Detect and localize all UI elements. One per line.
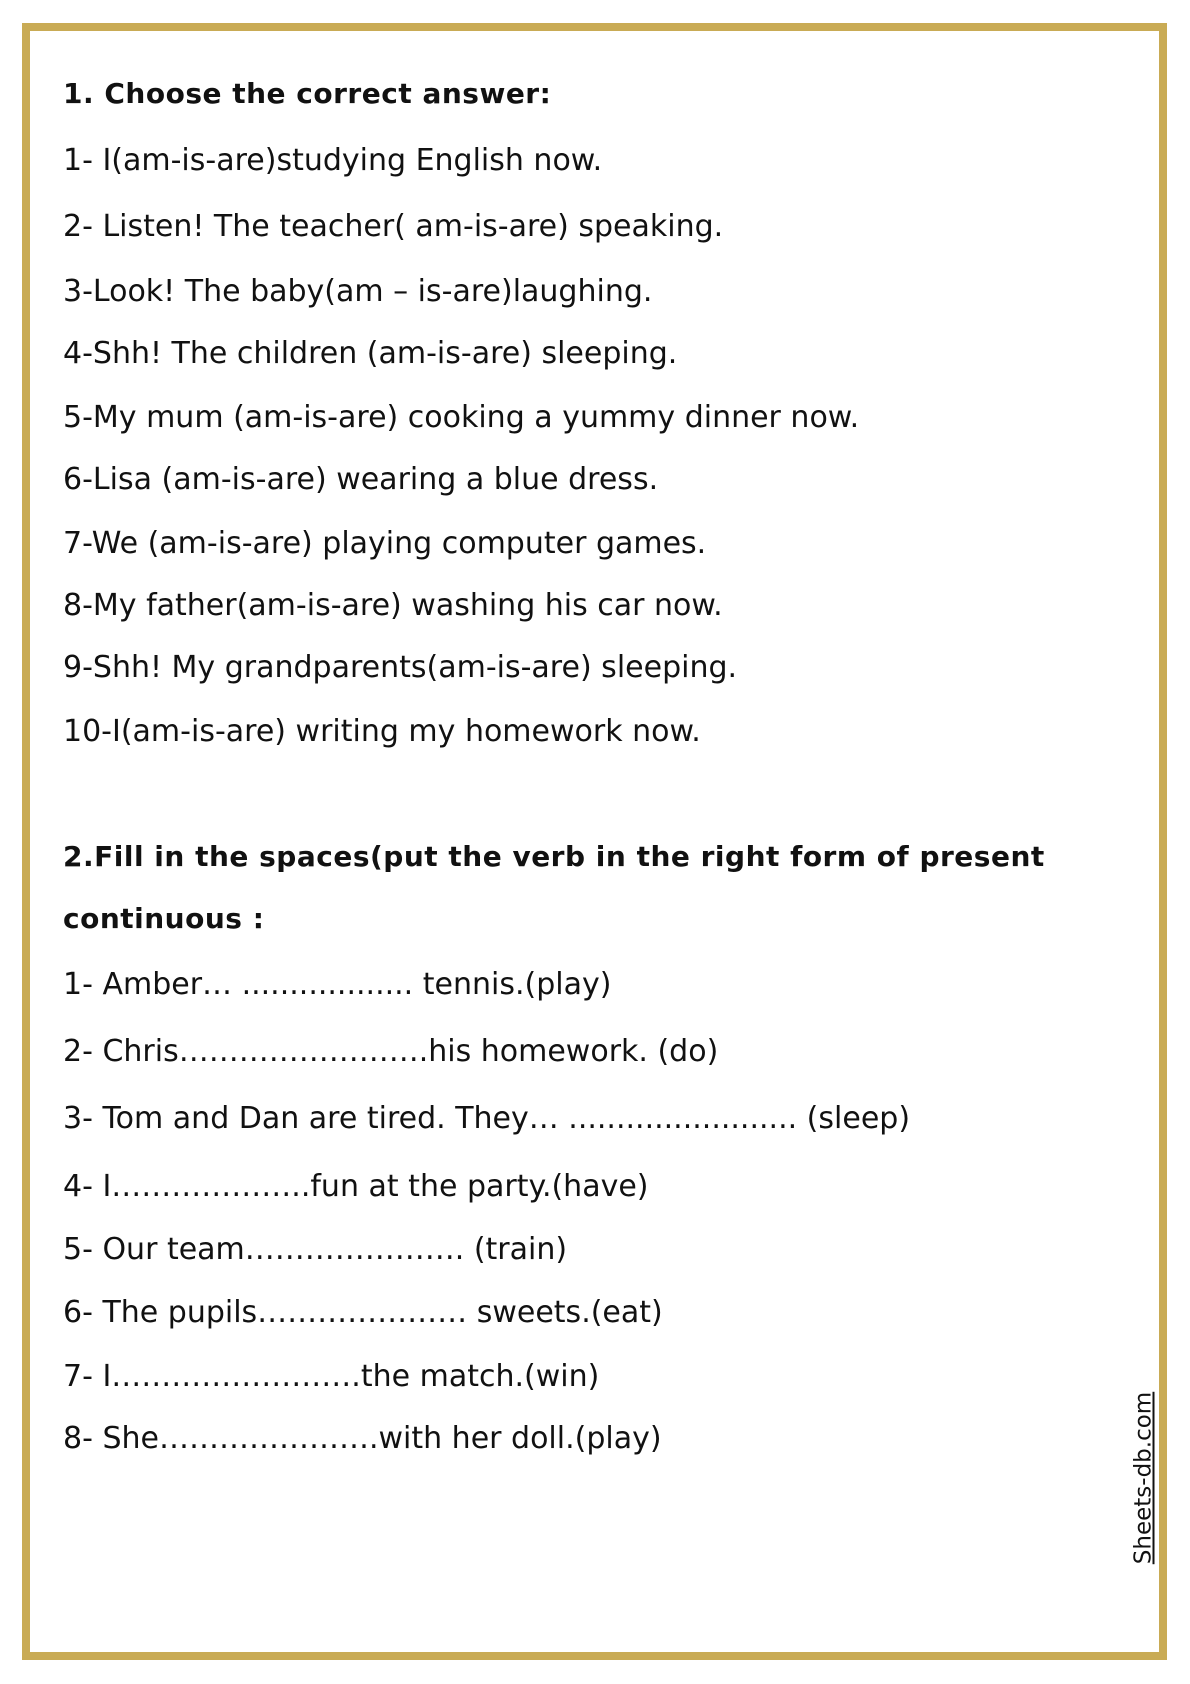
exercise-1-item-1: 1- I(am-is-are)studying English now. xyxy=(63,143,603,178)
exercise-2-item-7: 7- I…………………….the match.(win) xyxy=(63,1359,600,1394)
exercise-2-item-6: 6- The pupils………………… sweets.(eat) xyxy=(63,1295,663,1330)
exercise-2-item-8: 8- She………………….with her doll.(play) xyxy=(63,1421,662,1456)
exercise-2-item-2: 2- Chris…………………….his homework. (do) xyxy=(63,1034,719,1069)
exercise-1-item-8: 8-My father(am-is-are) washing his car now. xyxy=(63,588,723,623)
exercise-2-item-1: 1- Amber… .................. tennis.(play) xyxy=(63,967,612,1002)
watermark-link[interactable]: Sheets-db.com xyxy=(1130,1391,1157,1565)
section-2-heading-line-2: continuous : xyxy=(63,902,265,935)
exercise-1-item-5: 5-My mum (am-is-are) cooking a yummy dinner now. xyxy=(63,400,860,435)
exercise-1-item-9: 9-Shh! My grandparents(am-is-are) sleeping. xyxy=(63,650,738,685)
exercise-1-item-4: 4-Shh! The children (am-is-are) sleeping. xyxy=(63,336,678,371)
section-2-heading-line-1: 2.Fill in the spaces(put the verb in the right form of present xyxy=(63,840,1045,873)
section-1-heading: 1. Choose the correct answer: xyxy=(63,77,552,110)
exercise-2-item-4: 4- I………………..fun at the party.(have) xyxy=(63,1169,649,1204)
exercise-1-item-2: 2- Listen! The teacher( am-is-are) speaking. xyxy=(63,209,724,244)
exercise-1-item-6: 6-Lisa (am-is-are) wearing a blue dress. xyxy=(63,462,659,497)
exercise-1-item-7: 7-We (am-is-are) playing computer games. xyxy=(63,526,707,561)
exercise-2-item-5: 5- Our team…………………. (train) xyxy=(63,1232,568,1267)
exercise-1-item-3: 3-Look! The baby(am – is-are)laughing. xyxy=(63,274,653,309)
exercise-2-item-3: 3- Tom and Dan are tired. They… ........................ (sleep) xyxy=(63,1101,911,1136)
exercise-1-item-10: 10-I(am-is-are) writing my homework now. xyxy=(63,714,701,749)
